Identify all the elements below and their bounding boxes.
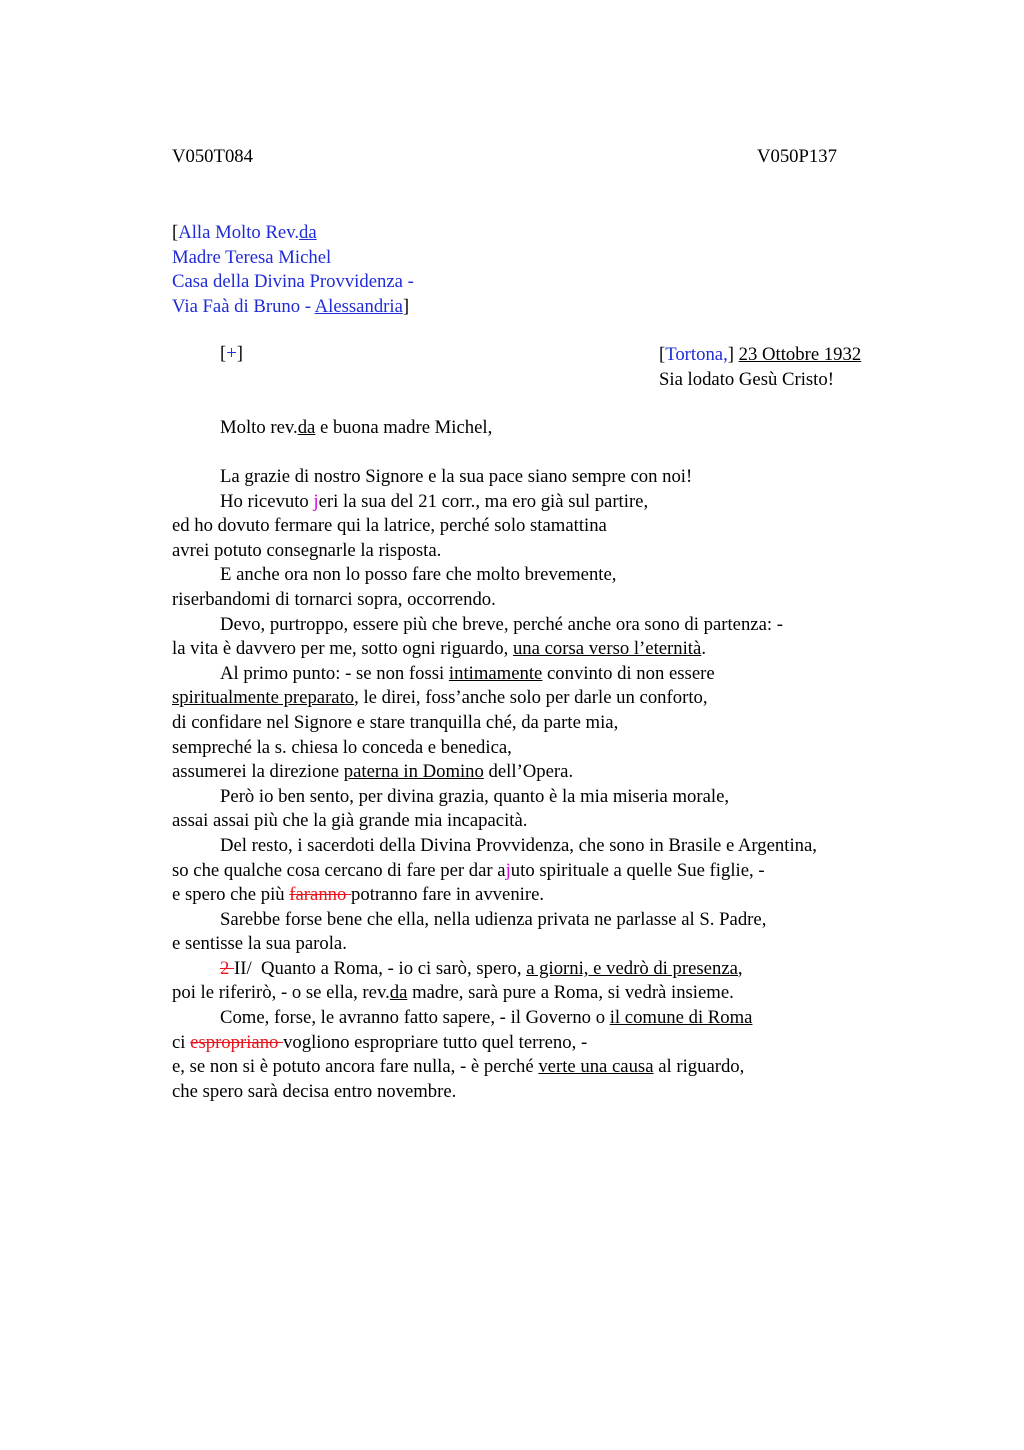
body-line: spiritualmente preparato, le direi, foss’anche solo per darle un conforto, bbox=[172, 687, 708, 709]
body-line: ci espropriano vogliono espropriare tutto quel terreno, - bbox=[172, 1031, 588, 1053]
body-line: di confidare nel Signore e stare tranquilla ché, da parte mia, bbox=[172, 711, 619, 733]
address-line-2: Madre Teresa Michel bbox=[172, 246, 332, 268]
cross-mark: [+] bbox=[220, 343, 244, 364]
body-line: Però io ben sento, per divina grazia, quanto è la mia miseria morale, bbox=[220, 785, 730, 807]
body-line: Come, forse, le avranno fatto sapere, - il Governo o il comune di Roma bbox=[220, 1007, 753, 1029]
dateline bbox=[659, 343, 861, 392]
body-line: Ho ricevuto jeri la sua del 21 corr., ma ero già sul partire, bbox=[220, 490, 649, 512]
body-line: 2 II/ Quanto a Roma, - io ci sarò, spero, a giorni, e vedrò di presenza, bbox=[220, 957, 743, 979]
body-line: assai assai più che la già grande mia incapacità. bbox=[172, 810, 528, 832]
body-line: Del resto, i sacerdoti della Divina Provvidenza, che sono in Brasile e Argentina, bbox=[220, 834, 817, 856]
body-line: E anche ora non lo posso fare che molto brevemente, bbox=[220, 564, 617, 586]
document-code: V050T084 bbox=[172, 146, 253, 167]
body-line: assumerei la direzione paterna in Domino dell’Opera. bbox=[172, 761, 574, 783]
body-line: sempreché la s. chiesa lo conceda e benedica, bbox=[172, 736, 512, 758]
body-line: avrei potuto consegnarle la risposta. bbox=[172, 539, 442, 561]
salutation: Molto rev.da e buona madre Michel, bbox=[220, 417, 493, 438]
body-line: che spero sarà decisa entro novembre. bbox=[172, 1080, 457, 1102]
body-line: e, se non si è potuto ancora fare nulla, - è perché verte una causa al riguardo, bbox=[172, 1056, 745, 1078]
letter-body bbox=[172, 465, 817, 1104]
place-date: [Tortona,] 23 Ottobre 1932 bbox=[659, 344, 862, 365]
body-line: ed ho dovuto fermare qui la latrice, perché solo stamattina bbox=[172, 515, 607, 537]
body-line: La grazie di nostro Signore e la sua pace siano sempre con noi! bbox=[220, 466, 693, 487]
page-code: V050P137 bbox=[757, 146, 837, 167]
address-line-4: Via Faà di Bruno - Alessandria] bbox=[172, 295, 410, 317]
address-block bbox=[172, 221, 414, 319]
body-line: e sentisse la sua parola. bbox=[172, 933, 347, 955]
body-line: Sarebbe forse bene che ella, nella udienza privata ne parlasse al S. Padre, bbox=[220, 908, 767, 930]
body-line: so che qualche cosa cercano di fare per dar ajuto spirituale a quelle Sue figlie, - bbox=[172, 859, 765, 881]
motto: Sia lodato Gesù Cristo! bbox=[659, 368, 834, 390]
body-line: poi le riferirò, - o se ella, rev.da madre, sarà pure a Roma, si vedrà insieme. bbox=[172, 982, 734, 1004]
body-line: Devo, purtroppo, essere più che breve, perché anche ora sono di partenza: - bbox=[220, 613, 783, 635]
body-line: la vita è davvero per me, sotto ogni riguardo, una corsa verso l’eternità. bbox=[172, 638, 706, 660]
address-line-1: [Alla Molto Rev.da bbox=[172, 222, 317, 243]
address-line-3: Casa della Divina Provvidenza - bbox=[172, 271, 414, 292]
body-line: e spero che più faranno potranno fare in avvenire. bbox=[172, 884, 545, 906]
body-line: Al primo punto: - se non fossi intimamente convinto di non essere bbox=[220, 662, 715, 684]
body-line: riserbandomi di tornarci sopra, occorrendo. bbox=[172, 588, 496, 610]
